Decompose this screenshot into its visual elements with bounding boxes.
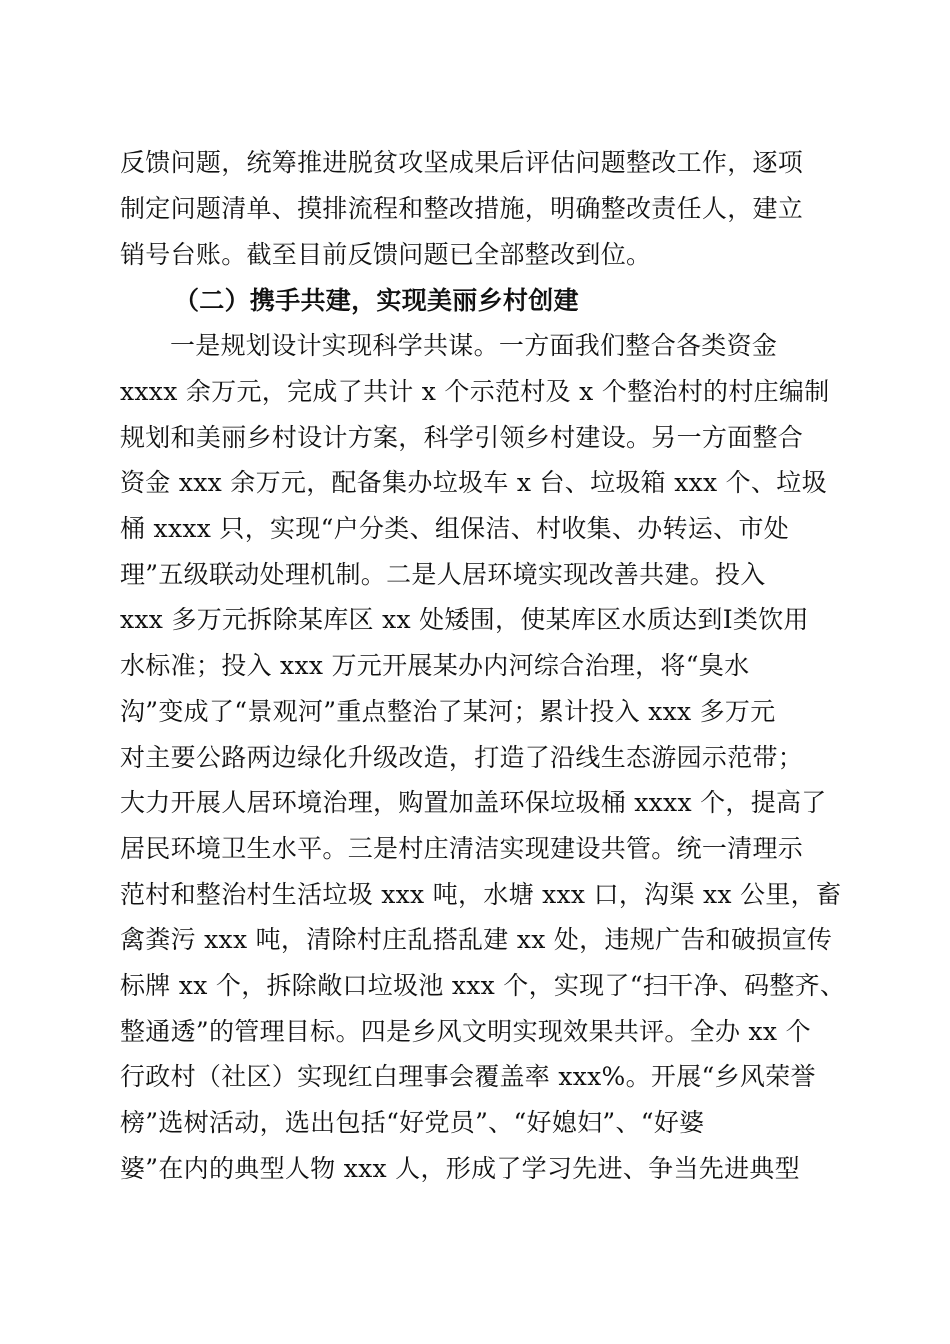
text-line: 沟”变成了“景观河”重点整治了某河；累计投入 xxx 多万元: [120, 697, 776, 726]
text-line: 整通透”的管理目标。四是乡风文明实现效果共评。全办 xx 个: [120, 1017, 811, 1046]
text-line: 榜”选树活动，选出包括“好党员”、“好媳妇”、“好婆: [120, 1108, 705, 1137]
text-line: xxxx 余万元，完成了共计 x 个示范村及 x 个整治村的村庄编制: [120, 377, 830, 406]
text-line: 行政村（社区）实现红白理事会覆盖率 xxx%。开展“乡风荣誉: [120, 1062, 816, 1091]
text-line: 标牌 xx 个，拆除敞口垃圾池 xxx 个，实现了“扫干净、码整齐、: [120, 971, 846, 1000]
text-line: 禽粪污 xxx 吨，清除村庄乱搭乱建 xx 处，违规广告和破损宣传: [120, 925, 833, 954]
text-line: 反馈问题，统筹推进脱贫攻坚成果后评估问题整改工作，逐项: [120, 148, 804, 177]
text-line: 居民环境卫生水平。三是村庄清洁实现建设共管。统一清理示: [120, 834, 804, 863]
text-line: 范村和整治村生活垃圾 xxx 吨，水塘 xxx 口，沟渠 xx 公里，畜: [120, 880, 842, 909]
text-line: 理”五级联动处理机制。二是人居环境实现改善共建。投入: [120, 560, 766, 589]
text-line: 婆”在内的典型人物 xxx 人，形成了学习先进、争当先进典型: [120, 1154, 800, 1183]
text-line: 规划和美丽乡村设计方案，科学引领乡村建设。另一方面整合: [120, 423, 804, 452]
text-line: 桶 xxxx 只，实现“户分类、组保洁、村收集、办转运、市处: [120, 514, 790, 543]
text-line: 一是规划设计实现科学共谋。一方面我们整合各类资金: [170, 331, 778, 360]
text-line: 资金 xxx 余万元，配备集办垃圾车 x 台、垃圾箱 xxx 个、垃圾: [120, 468, 827, 497]
text-line: xxx 多万元拆除某库区 xx 处矮围，使某库区水质达到Ⅰ类饮用: [120, 605, 809, 634]
text-line: 对主要公路两边绿化升级改造，打造了沿线生态游园示范带；: [120, 743, 804, 772]
text-line: 大力开展人居环境治理，购置加盖环保垃圾桶 xxxx 个，提高了: [120, 788, 827, 817]
text-line: 销号台账。截至目前反馈问题已全部整改到位。: [120, 240, 652, 269]
text-line: 制定问题清单、摸排流程和整改措施，明确整改责任人，建立: [120, 194, 804, 223]
text-line: 水标准；投入 xxx 万元开展某办内河综合治理，将“臭水: [120, 651, 750, 680]
section-heading: （二）携手共建，实现美丽乡村创建: [174, 286, 579, 315]
